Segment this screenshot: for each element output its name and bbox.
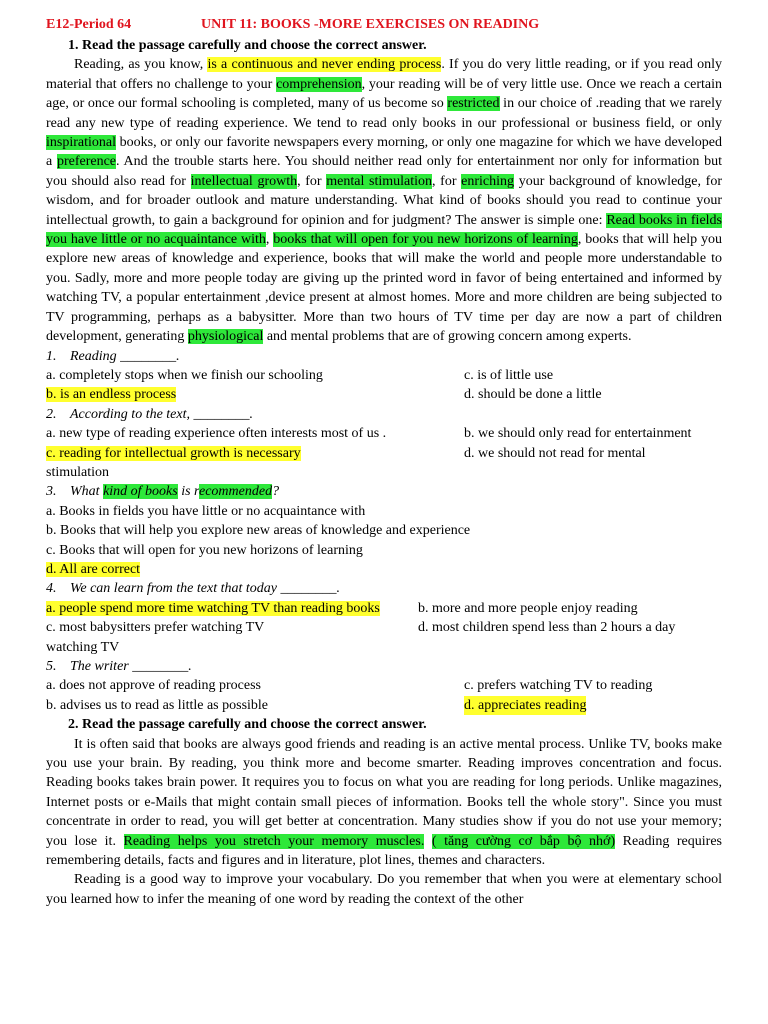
q3-option-b: b. Books that will help you explore new areas of knowledge and experience [46,523,471,539]
highlight: physiological [187,329,264,345]
q4-option-c-continued: watching TV [46,639,120,655]
highlight: preference [56,154,117,170]
highlight: Read books in fields you have little or no acquaintance with [46,212,722,248]
passage-1: Reading, as you know, is a continuous and never ending process. If you do very little reading, or if you read only material that offers no challenge to your comprehension, your reading will be of very little use. Once we reach a certain age, or once our formal schooling is completed, many of us become so restricted in our choice of .reading that we rarely read any new type of reading experience. We tend to read only books in our professional or business field, or only inspirational books, or only our favorite newspapers every morning, or only one magazine for which we have developed a preference. And the trouble starts here. You should neither read only for entertainment nor only for information but you should also read for intellectual growth, for mental stimulation, for enriching your background of knowledge, for wisdom, and for broader outlook and mature understanding. What kind of books should you read to continue your intellectual growth, to gain a background for opinion and for judgment? The answer is simple one: Read books in fields you have little or no acquaintance with, books that will open for you new horizons of learning, books that will help you explore new areas of knowledge and experience, books that will make the world and people more understandable to you. Sadly, more and more people today are giving up the printed word in favor of being entertained and informed by watching TV, a popular entertainment ,device present at almost homes. More and more children are being subjected to TV programming, perhaps as a babysitter. More than two hours of TV time per day are now a part of children development, generating physiological and mental problems that are of growing concern among experts. [46,57,723,345]
highlight: is a continuous and never ending process [207,57,442,73]
q2-option-c: c. reading for intellectual growth is necessary [46,445,301,461]
q4-option-c: c. most babysitters prefer watching TV [46,620,265,636]
question-5: 5. The writer ________. [46,659,192,674]
q5-option-b: b. advises us to read as little as possible [46,697,269,713]
q2-options-row1 [46,424,722,443]
highlight: ( tăng cường cơ bắp bộ nhớ) [431,833,616,849]
highlight: mental stimulation [326,173,433,189]
unit-title: UNIT 11: BOOKS -MORE EXERCISES ON READING [201,17,540,32]
q2-options-row2 [46,444,722,463]
page-header [46,14,722,36]
highlight: inspirational [46,135,116,151]
highlight: books that will open for you new horizons of learning [273,232,578,248]
q1-options-row2 [46,385,722,404]
q1-option-b: b. is an endless process [46,387,177,403]
q2-option-d-continued: stimulation [46,464,109,480]
q1-options-row1 [46,366,722,385]
q4-option-a: a. people spend more time watching TV than reading books [46,600,380,616]
section1-title: 1. Read the passage carefully and choose the correct answer. [68,38,427,53]
q4-option-b: b. more and more people enjoy reading [418,600,638,616]
q3-option-c: c. Books that will open for you new horizons of learning [46,542,363,558]
q2-option-a: a. new type of reading experience often interests most of us . [46,426,387,442]
q5-option-d: d. appreciates reading [464,696,586,715]
question-4: 4. We can learn from the text that today ________. [46,581,340,597]
highlight: Reading helps you stretch your memory muscles. [123,833,425,849]
q2-option-d: d. we should not read for mental [464,445,646,461]
q5-options-row1 [46,676,722,695]
passage-2-paragraph-1: It is often said that books are always good friends and reading is an active mental process. Unlike TV, books make you use your brain. By reading, you think more and become smarter. Reading improves concentration and focus. Reading books takes brain power. It requires you to focus on what you are reading for long periods. Unlike magazines, Internet posts or e-Mails that might contain small pieces of information. Books tell the whole story". Since you must concentrate in order to read, you will get better at concentration. Many studies show if you do not use your memory; you lose it. Reading helps you stretch your memory muscles. ( tăng cường cơ bắp bộ nhớ) Reading requires remembering details, facts and figures and in literature, plot lines, themes and characters. [46,736,722,869]
q1-option-a: a. completely stops when we finish our schooling [46,367,323,383]
highlight: intellectual growth [190,173,298,189]
period-label: E12-Period 64 [46,17,132,32]
q5-option-c: c. prefers watching TV to reading [464,678,653,694]
passage-2-paragraph-2: Reading is a good way to improve your vocabulary. Do you remember that when you were at elementary school you learned how to infer the meaning of one word by reading the context of the other [46,872,722,907]
q1-option-c: c. is of little use [464,367,554,383]
highlight: restricted [447,96,500,112]
q4-options-row1 [46,599,722,618]
q5-options-row2 [46,696,722,715]
document-page [46,14,722,909]
q4-options-row2 [46,618,722,637]
q1-option-d: d. should be done a little [464,387,602,403]
question-3: 3. What kind of books is recommended? [46,484,280,500]
question-2: 2. According to the text, ________. [46,406,253,422]
section2-title: 2. Read the passage carefully and choose the correct answer. [68,717,427,733]
highlight: comprehension [276,76,362,92]
q3-option-d: d. All are correct [46,561,141,577]
question-1: 1. Reading ________. [46,348,180,364]
q5-option-a: a. does not approve of reading process [46,678,261,694]
q2-option-b: b. we should only read for entertainment [464,426,692,442]
q4-option-d: d. most children spend less than 2 hours a day [418,620,676,636]
q3-option-a: a. Books in fields you have little or no acquaintance with [46,503,366,519]
highlight: enriching [461,173,515,189]
